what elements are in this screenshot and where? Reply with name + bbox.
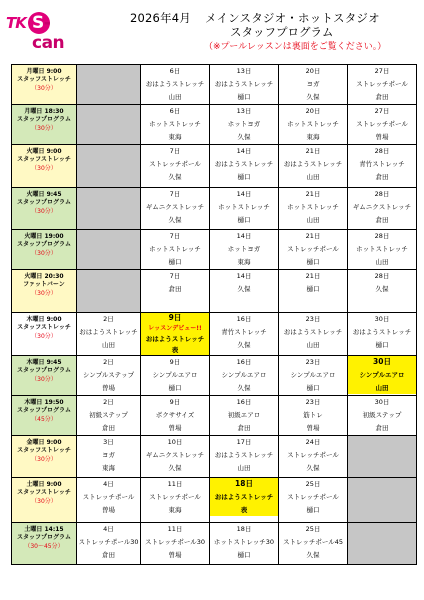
schedule-cell	[77, 523, 141, 565]
cell-program: ボクササイズ	[155, 410, 195, 419]
schedule-cell	[210, 270, 279, 313]
cell-instructor: 久保	[306, 92, 320, 101]
cell-instructor: 山田	[348, 382, 416, 395]
cell-instructor: 東海	[168, 505, 182, 514]
cell-instructor: 曽場	[102, 383, 115, 392]
cell-date: 14日	[236, 272, 252, 280]
row-duration: （30分）	[31, 249, 57, 257]
schedule-cell	[210, 356, 279, 396]
cell-date: 9日	[169, 358, 181, 366]
cell-program: おはようストレッチ	[141, 334, 209, 345]
cell-date: 13日	[236, 67, 252, 75]
cell-program: おはようストレッチ	[214, 79, 274, 88]
schedule-row	[12, 396, 417, 436]
row-program-name: スタッフストレッチ	[17, 447, 71, 455]
schedule-cell	[279, 356, 348, 396]
schedule-cell	[210, 65, 279, 105]
cell-program: ギムニクストレッチ	[145, 202, 205, 211]
schedule-cell	[348, 230, 417, 270]
schedule-cell	[348, 313, 417, 356]
cell-date: 10日	[167, 438, 183, 446]
cell-date: 14日	[236, 190, 252, 198]
schedule-cell	[210, 478, 279, 523]
cell-program: シンプルエアロ	[290, 370, 336, 379]
schedule-cell	[348, 396, 417, 436]
schedule-cell	[141, 436, 210, 478]
cell-date: 28日	[374, 272, 390, 280]
empty-cell	[77, 230, 141, 270]
cell-instructor: 倉田	[102, 550, 115, 559]
cell-program: おはようストレッチ	[283, 327, 343, 336]
cell-instructor: 山田	[306, 215, 320, 224]
cell-date: 28日	[374, 232, 390, 240]
cell-date: 30日	[374, 398, 390, 406]
cell-program: ストレッチポール	[356, 119, 408, 128]
cell-date: 27日	[374, 107, 390, 115]
row-program-name: スタッフストレッチ	[17, 156, 71, 164]
schedule-cell	[77, 478, 141, 523]
cell-date: 9日	[169, 398, 181, 406]
cell-program: ギムニクストレッチ	[352, 202, 412, 211]
row-label	[12, 478, 77, 523]
cell-program: おはようストレッチ	[145, 79, 205, 88]
row-day-time: 火曜日 9:45	[26, 191, 62, 198]
row-program-name: ファットバーン	[23, 281, 65, 289]
cell-instructor: 樋口	[237, 550, 251, 559]
empty-cell	[77, 65, 141, 105]
cell-program: おはようストレッチ	[214, 450, 274, 459]
cell-date: 21日	[305, 190, 321, 198]
cell-date: 28日	[374, 147, 390, 155]
cell-instructor: 倉田	[168, 284, 182, 293]
cell-date: 23日	[305, 398, 321, 406]
cell-program: 青竹ストレッチ	[221, 327, 267, 336]
cell-program: ストレッチポール	[356, 79, 408, 88]
schedule-row	[12, 356, 417, 396]
cell-date: 11日	[167, 480, 183, 488]
row-day-time: 月曜日 18:30	[24, 108, 64, 115]
schedule-cell	[210, 396, 279, 436]
schedule-row	[12, 188, 417, 230]
cell-date: 11日	[167, 525, 183, 533]
row-label	[12, 145, 77, 188]
schedule-row	[12, 478, 417, 523]
cell-date: 28日	[374, 190, 390, 198]
row-program-name: スタッフプログラム	[17, 367, 71, 375]
row-day-time: 木曜日 9:00	[26, 316, 62, 323]
cell-instructor: 山田	[375, 257, 389, 266]
row-day-time: 火曜日 19:00	[24, 233, 64, 240]
schedule-row	[12, 105, 417, 145]
cell-instructor: 表	[141, 345, 209, 356]
cell-program: シンプルエアロ	[348, 369, 416, 382]
scan-logo: TK S-can	[6, 13, 65, 53]
cell-program: 初級エアロ	[227, 410, 261, 419]
schedule-cell	[77, 356, 141, 396]
schedule-cell	[77, 313, 141, 356]
cell-program: ホットヨガ	[227, 244, 261, 253]
cell-program: ストレッチポール	[287, 244, 339, 253]
row-label	[12, 313, 77, 356]
cell-date: 14日	[236, 147, 252, 155]
cell-instructor: 樋口	[168, 257, 182, 266]
cell-instructor: 樋口	[306, 505, 320, 514]
schedule-cell	[279, 436, 348, 478]
row-day-time: 土曜日 9:00	[26, 481, 62, 488]
cell-instructor: 倉田	[102, 423, 115, 432]
cell-date: 25日	[305, 525, 321, 533]
schedule-cell	[141, 523, 210, 565]
cell-date: 6日	[169, 67, 181, 75]
schedule-row	[12, 313, 417, 356]
row-label	[12, 436, 77, 478]
schedule-cell	[348, 356, 417, 396]
cell-program: おはようストレッチ	[352, 327, 412, 336]
empty-cell	[77, 270, 141, 313]
cell-instructor: 樋口	[237, 215, 251, 224]
cell-instructor: 曽場	[102, 505, 115, 514]
cell-program: 初級ステップ	[362, 410, 402, 419]
cell-date: 16日	[236, 398, 252, 406]
title-month: 2026年4月	[130, 11, 191, 25]
schedule-row	[12, 145, 417, 188]
schedule-row	[12, 436, 417, 478]
cell-program: シンプルエアロ	[221, 370, 267, 379]
row-label	[12, 523, 77, 565]
row-duration: （30分）	[31, 207, 57, 215]
cell-date: 7日	[169, 190, 181, 198]
cell-instructor: 東海	[102, 463, 115, 472]
schedule-cell	[279, 65, 348, 105]
row-day-time: 木曜日 19:50	[24, 399, 64, 406]
schedule-cell	[279, 270, 348, 313]
cell-instructor: 山田	[168, 92, 182, 101]
cell-instructor: 東海	[306, 132, 320, 141]
cell-program: ホットストレッチ	[356, 244, 408, 253]
row-day-time: 金曜日 9:00	[26, 439, 62, 446]
cell-instructor: 曽場	[168, 550, 182, 559]
cell-instructor: 樋口	[306, 257, 320, 266]
schedule-row	[12, 270, 417, 313]
cell-program: ホットストレッチ	[287, 202, 339, 211]
cell-instructor: 倉田	[375, 423, 389, 432]
schedule-cell	[210, 523, 279, 565]
cell-program: ヨガ	[306, 79, 320, 88]
cell-instructor: 樋口	[168, 383, 182, 392]
row-duration: （30分）	[31, 455, 57, 463]
cell-instructor: 山田	[237, 463, 251, 472]
cell-instructor: 表	[210, 504, 278, 517]
cell-program: ストレッチポール	[287, 492, 339, 501]
page-header	[0, 0, 424, 64]
empty-cell	[77, 145, 141, 188]
cell-instructor: 樋口	[237, 172, 251, 181]
cell-date: 30日	[374, 315, 390, 323]
cell-instructor: 樋口	[306, 383, 320, 392]
row-program-name: スタッフプログラム	[17, 407, 71, 415]
cell-instructor: 倉田	[375, 215, 389, 224]
cell-date: 18日	[236, 525, 252, 533]
schedule-row	[12, 523, 417, 565]
cell-instructor: 曽場	[375, 132, 389, 141]
cell-date: 2日	[103, 315, 114, 323]
cell-date: 30日	[348, 356, 416, 369]
row-program-name: スタッフプログラム	[17, 534, 71, 542]
cell-program: ホットヨガ	[227, 119, 261, 128]
cell-date: 9日	[141, 313, 209, 324]
cell-program: ギムニクストレッチ	[145, 450, 205, 459]
schedule-cell	[141, 145, 210, 188]
schedule-cell	[210, 313, 279, 356]
schedule-cell	[348, 270, 417, 313]
schedule-cell	[348, 188, 417, 230]
cell-date: 21日	[305, 147, 321, 155]
empty-cell	[348, 478, 417, 523]
row-duration: （30分）	[31, 497, 57, 505]
cell-date: 23日	[305, 315, 321, 323]
cell-date: 4日	[103, 525, 114, 533]
row-label	[12, 105, 77, 145]
schedule-cell	[279, 396, 348, 436]
row-duration: （45分）	[31, 415, 57, 423]
cell-program: ヨガ	[102, 450, 115, 459]
row-duration: （30分）	[31, 289, 57, 297]
row-label	[12, 188, 77, 230]
cell-date: 21日	[305, 272, 321, 280]
row-duration: （30～45分）	[24, 542, 64, 550]
cell-program: ホットストレッチ	[287, 119, 339, 128]
cell-date: 21日	[305, 232, 321, 240]
cell-program: 青竹ストレッチ	[359, 159, 405, 168]
cell-program: ストレッチポール30	[144, 537, 206, 546]
cell-date: 6日	[169, 107, 181, 115]
cell-instructor: 倉田	[237, 423, 251, 432]
schedule-table	[11, 64, 417, 565]
row-label	[12, 270, 77, 313]
schedule-cell	[141, 356, 210, 396]
cell-program: おはようストレッチ	[283, 159, 343, 168]
cell-date: 3日	[103, 438, 114, 446]
row-day-time: 火曜日 9:00	[26, 148, 62, 155]
cell-program: シンプルエアロ	[152, 370, 198, 379]
row-day-time: 月曜日 9:00	[26, 68, 62, 75]
schedule-cell	[279, 188, 348, 230]
cell-program: ストレッチポール45	[282, 537, 344, 546]
cell-date: 7日	[169, 232, 181, 240]
row-day-time: 土曜日 14:15	[24, 526, 64, 533]
cell-date: 25日	[305, 480, 321, 488]
cell-instructor: 山田	[306, 340, 320, 349]
empty-cell	[77, 188, 141, 230]
schedule-cell	[77, 436, 141, 478]
cell-program: ホットストレッチ30	[213, 537, 275, 546]
row-program-name: スタッフストレッチ	[17, 489, 71, 497]
cell-instructor: 東海	[237, 257, 251, 266]
cell-instructor: 山田	[102, 340, 115, 349]
cell-program: シンプルステップ	[82, 370, 135, 379]
schedule-cell	[141, 65, 210, 105]
row-program-name: スタッフプログラム	[17, 241, 71, 249]
cell-instructor: 曽場	[306, 423, 320, 432]
cell-program: ストレッチポール	[149, 492, 201, 501]
pool-note: （※プールレッスンは裏面をご覧ください。）	[204, 42, 387, 52]
cell-date: 2日	[103, 358, 114, 366]
schedule-cell	[141, 188, 210, 230]
cell-program: ストレッチポール30	[78, 537, 139, 546]
cell-instructor: 樋口	[237, 92, 251, 101]
cell-program: ホットストレッチ	[149, 119, 201, 128]
cell-instructor: 久保	[237, 383, 251, 392]
cell-program: 初級ステップ	[89, 410, 128, 419]
row-duration: （30分）	[31, 84, 57, 92]
schedule-cell	[279, 478, 348, 523]
empty-cell	[348, 436, 417, 478]
schedule-cell	[210, 230, 279, 270]
cell-program: おはようストレッチ	[210, 491, 278, 504]
row-program-name: スタッフプログラム	[17, 116, 71, 124]
cell-instructor: 倉田	[375, 92, 389, 101]
schedule-row	[12, 65, 417, 105]
row-duration: （30分）	[31, 124, 57, 132]
cell-date: 18日	[210, 478, 278, 491]
schedule-cell	[348, 145, 417, 188]
cell-date: 24日	[305, 438, 321, 446]
row-day-time: 火曜日 20:30	[24, 273, 64, 280]
cell-instructor: 山田	[306, 172, 320, 181]
cell-program: おはようストレッチ	[79, 327, 138, 336]
row-program-name: スタッフストレッチ	[17, 76, 71, 84]
schedule-cell	[141, 105, 210, 145]
cell-program: ストレッチポール	[82, 492, 135, 501]
cell-date: 2日	[103, 398, 114, 406]
cell-date: 7日	[169, 147, 181, 155]
cell-program: ホットストレッチ	[218, 202, 270, 211]
cell-program: ストレッチポール	[149, 159, 201, 168]
row-duration: （30分）	[31, 164, 57, 172]
schedule-cell	[210, 436, 279, 478]
row-duration: （30分）	[31, 332, 57, 340]
schedule-cell	[348, 105, 417, 145]
row-duration: （30分）	[31, 375, 57, 383]
row-label	[12, 356, 77, 396]
cell-instructor: 久保	[237, 340, 251, 349]
schedule-cell	[210, 145, 279, 188]
empty-cell	[77, 105, 141, 145]
row-day-time: 木曜日 9:45	[26, 359, 62, 366]
cell-date: 16日	[236, 358, 252, 366]
schedule-cell	[141, 270, 210, 313]
cell-instructor: 樋口	[306, 284, 320, 293]
cell-instructor: 久保	[168, 215, 182, 224]
empty-cell	[348, 523, 417, 565]
cell-instructor: 久保	[375, 284, 389, 293]
cell-program: おはようストレッチ	[214, 159, 274, 168]
cell-date: 17日	[236, 438, 252, 446]
cell-date: 23日	[305, 358, 321, 366]
row-label	[12, 65, 77, 105]
schedule-row	[12, 230, 417, 270]
cell-date: 14日	[236, 232, 252, 240]
schedule-cell	[210, 188, 279, 230]
schedule-cell	[348, 65, 417, 105]
title-studio: メインスタジオ・ホットスタジオ	[204, 11, 380, 25]
schedule-cell	[141, 478, 210, 523]
title-program: スタッフプログラム	[230, 25, 334, 39]
cell-date: 16日	[236, 315, 252, 323]
schedule-cell	[77, 396, 141, 436]
schedule-cell	[279, 105, 348, 145]
cell-instructor: 久保	[237, 132, 251, 141]
schedule-cell	[141, 313, 210, 356]
cell-instructor: 樋口	[375, 340, 389, 349]
cell-instructor: 久保	[306, 463, 320, 472]
schedule-cell	[141, 230, 210, 270]
cell-instructor: 久保	[168, 463, 182, 472]
cell-instructor: 東海	[168, 132, 182, 141]
row-program-name: スタッフプログラム	[17, 199, 71, 207]
cell-date: 7日	[169, 272, 181, 280]
cell-instructor: 曽場	[168, 423, 182, 432]
cell-date: 4日	[103, 480, 114, 488]
row-program-name: スタッフストレッチ	[17, 324, 71, 332]
cell-instructor: 久保	[237, 284, 251, 293]
cell-program: レッスンデビュー!!	[141, 324, 209, 335]
schedule-cell	[141, 396, 210, 436]
cell-instructor: 久保	[168, 172, 182, 181]
row-label	[12, 230, 77, 270]
schedule-cell	[279, 523, 348, 565]
schedule-cell	[279, 313, 348, 356]
cell-program: ストレッチポール	[287, 450, 339, 459]
schedule-cell	[279, 145, 348, 188]
schedule-cell	[210, 105, 279, 145]
cell-instructor: 久保	[306, 550, 320, 559]
cell-date: 13日	[236, 107, 252, 115]
cell-date: 20日	[305, 67, 321, 75]
schedule-cell	[279, 230, 348, 270]
cell-instructor: 倉田	[375, 172, 389, 181]
cell-program: 筋トレ	[303, 410, 323, 419]
cell-date: 20日	[305, 107, 321, 115]
row-label	[12, 396, 77, 436]
cell-date: 27日	[374, 67, 390, 75]
cell-program: ホットストレッチ	[149, 244, 201, 253]
